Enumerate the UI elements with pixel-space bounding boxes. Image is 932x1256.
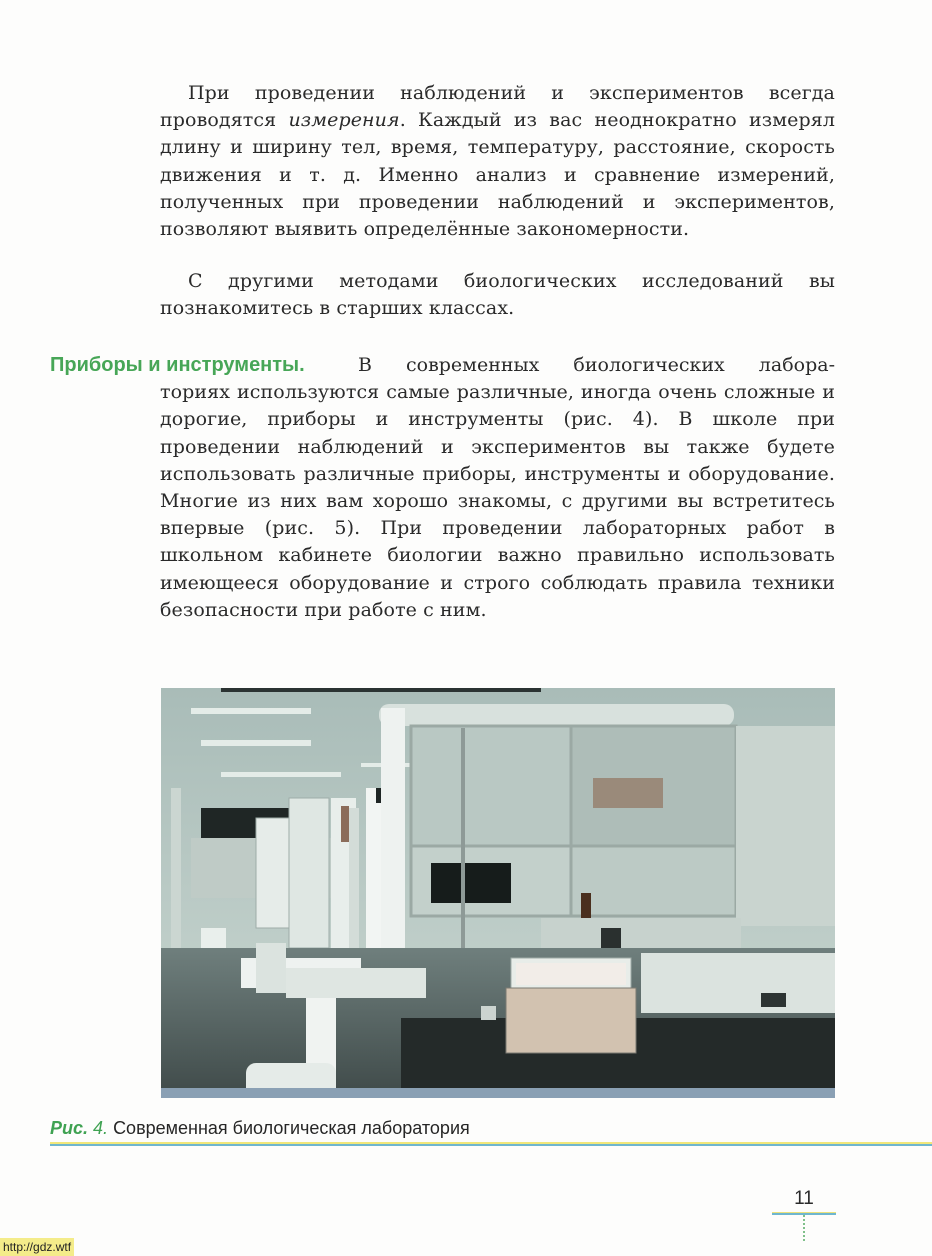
page-number: 11	[794, 1188, 814, 1209]
paragraph-measurements	[160, 80, 835, 243]
watermark-link[interactable]: http://gdz.wtf	[0, 1238, 74, 1256]
laboratory-photo-illustration	[161, 688, 835, 1098]
paragraph-text: ториях используются самые различные, иногда очень сложные и дорогие, приборы и инструменты (рис. 4). В школе при проведении наблюдений и экспериментов вы также будете использовать различные приборы, инструменты и оборудование. Многие из них вам хорошо знакомы, с другими вы встретитесь впервые (рис. 5). При проведении лабораторных работ в школьном кабинете биологии важно правильно использовать имеющееся оборудование и строго соблюдать правила техники безопасности при работе с ним.	[160, 381, 835, 621]
figure-caption	[50, 1117, 470, 1139]
section-heading: Приборы и инструменты.	[50, 354, 305, 376]
figure-number: 4.	[93, 1118, 109, 1138]
caption-divider	[50, 1142, 932, 1146]
figure-image-laboratory	[161, 688, 835, 1098]
paragraph-text: С другими методами биологических исследований вы познакомитесь в старших классах.	[160, 270, 835, 320]
paragraph-other-methods	[160, 268, 835, 322]
paragraph-instruments	[160, 379, 835, 624]
italic-term: измерения	[288, 109, 400, 132]
paragraph-text: . Каждый из вас неоднократно измерял длину и ширину тел, время, температуру, расстояние, скорость движения и т. д. Именно анализ и сравнение измерений, полученных при проведении наблюдений и экспериментов, позволяют выявить определённые закономерности.	[160, 109, 835, 241]
page-number-tick	[803, 1215, 805, 1241]
figure-caption-text: Современная биологическая лаборатория	[113, 1118, 470, 1138]
figure-label: Рис.	[50, 1118, 89, 1138]
section-first-line-text: В современных биологических лабора-	[358, 354, 835, 376]
paragraph-text: При проведении наблюдений и экспериментов всегда проводятся	[160, 82, 835, 132]
